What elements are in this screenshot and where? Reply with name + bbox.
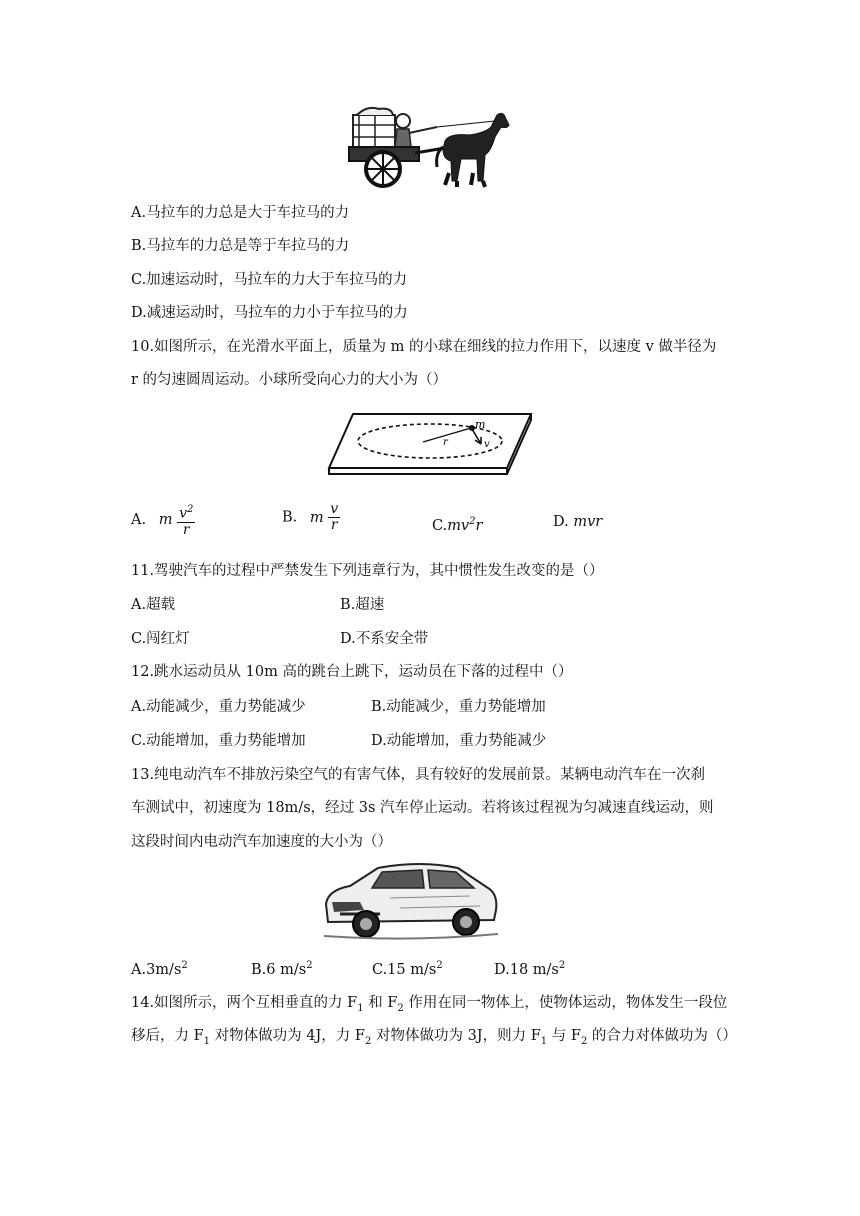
q12-option-a: A.动能减少，重力势能减少 [131, 699, 306, 715]
q13-option-a: $A.3m/s^2$ [131, 960, 188, 978]
fraction-v2-over-r: $\frac{v^2}{r}$ [179, 504, 194, 538]
q10-option-d: D. mvr [553, 514, 603, 530]
q11-option-a: A.超载 [131, 597, 176, 613]
q11-stem: 11.驾驶汽车的过程中严禁发生下列违章行为，其中惯性发生改变的是（） [131, 563, 604, 579]
q9-option-b: B.马拉车的力总是等于车拉马的力 [131, 238, 350, 254]
figure-label-m: m [475, 418, 486, 431]
q13-stem-line1: 13.纯电动汽车不排放污染空气的有害气体，具有较好的发展前景。某辆电动汽车在一次刹 [131, 767, 706, 783]
q12-option-b: B.动能减少，重力势能增加 [371, 699, 546, 715]
q11-option-b: B.超速 [340, 597, 385, 613]
q12-option-c: C.动能增加，重力势能增加 [131, 733, 306, 749]
q10-option-c: $C.mv^2r$ [432, 516, 483, 534]
figure-label-v: v [484, 439, 490, 450]
q13-option-b: B.6 $m/s^2$ [251, 960, 313, 978]
fraction-v-over-r: $\frac{v}{r}$ [330, 501, 339, 533]
q9-option-a: A.马拉车的力总是大于车拉马的力 [131, 205, 350, 221]
q9-option-d: D.减速运动时，马拉车的力小于车拉马的力 [131, 305, 408, 321]
q13-stem-line3: 这段时间内电动汽车加速度的大小为（） [131, 834, 392, 850]
q13-option-c: C.15 $m/s^2$ [372, 960, 443, 978]
q14-stem-line1: 14.如图所示，两个互相垂直的力 $F_1$ 和 $F_2$ 作用在同一物体上，使物体运动，物体发生一段位 [131, 995, 728, 1014]
q12-option-d: D.动能增加，重力势能减少 [371, 733, 547, 749]
q10-option-b: B. m $\frac{v}{r}$ [282, 501, 339, 533]
q13-option-d: D.18 $m/s^2$ [494, 960, 566, 978]
q10-stem-line1: 10.如图所示，在光滑水平面上，质量为 m 的小球在细线的拉力作用下，以速度 v 做半径为 [131, 339, 717, 355]
q9-option-c: C.加速运动时，马拉车的力大于车拉马的力 [131, 272, 408, 288]
horse-cart-figure [345, 103, 515, 193]
q10-option-a: A. m $\frac{v^2}{r}$ [131, 504, 194, 538]
q12-stem: 12.跳水运动员从 10m 高的跳台上跳下，运动员在下落的过程中（） [131, 664, 573, 680]
q10-stem-line2: r 的匀速圆周运动。小球所受向心力的大小为（） [131, 372, 448, 388]
q11-option-c: C.闯红灯 [131, 631, 190, 647]
figure-label-r: r [443, 437, 448, 448]
q13-stem-line2: 车测试中，初速度为 18m/s，经过 3s 汽车停止运动。若将该过程视为匀减速直线运动，则 [131, 800, 714, 816]
circular-motion-figure [325, 410, 535, 478]
q14-stem-line2: 移后，力 $F_1$ 对物体做功为 4J，力 $F_2$ 对物体做功为 3J，则力 $F_1$ 与 $F_2$ 的合力对体做功为（） [131, 1028, 737, 1047]
q11-option-d: D.不系安全带 [340, 631, 429, 647]
electric-car-figure [320, 858, 502, 942]
